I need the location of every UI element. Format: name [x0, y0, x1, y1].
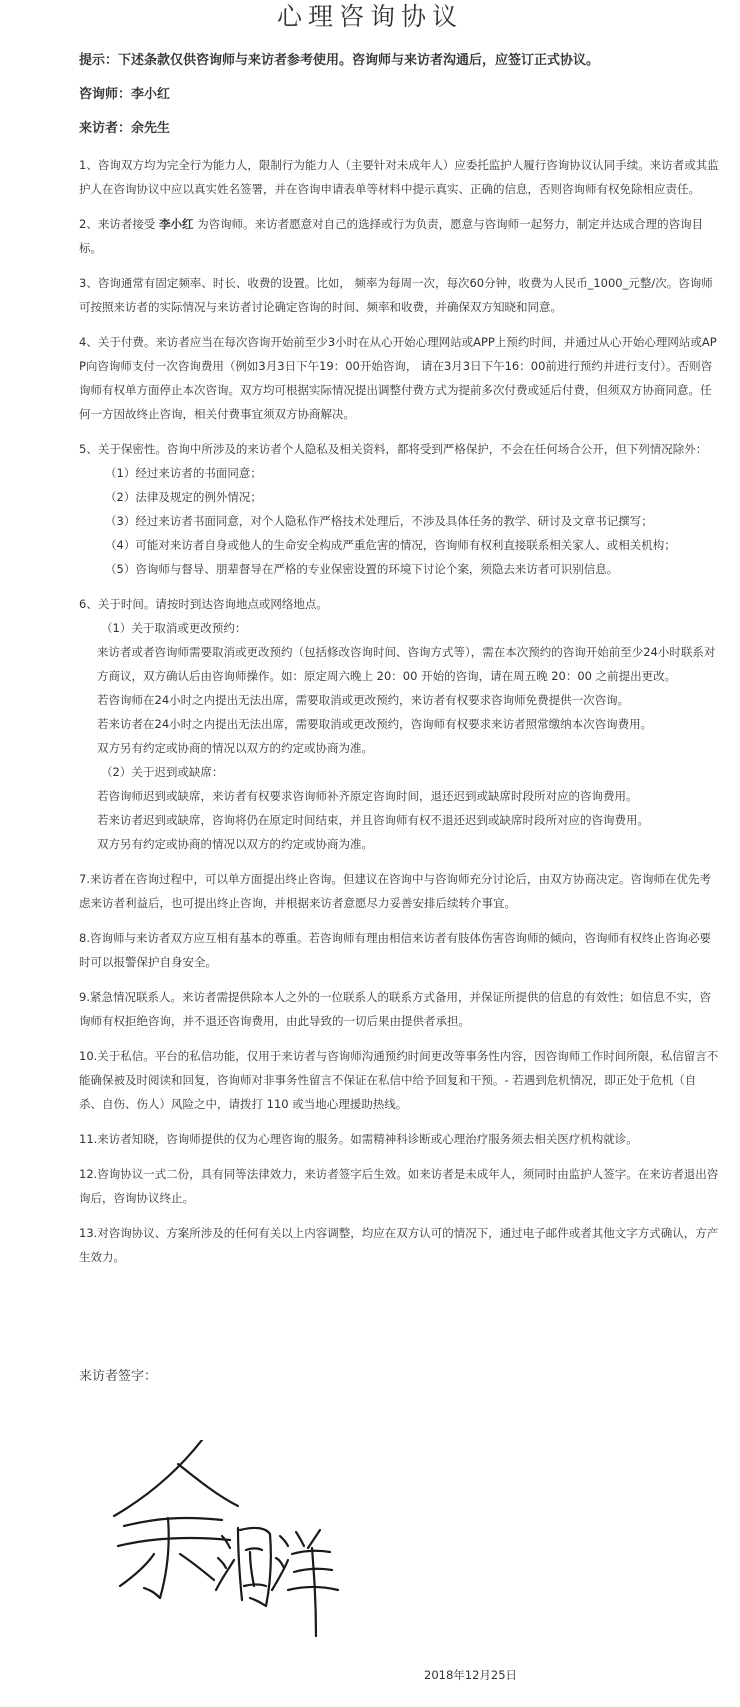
page-title: 心理咨询协议: [276, 2, 463, 31]
visitor-name: 余先生: [131, 121, 171, 136]
clause-5-item: （4）可能对来访者自身或他人的生命安全构成严重危害的情况，咨询师有权利直接联系相关家人、或相关机构；: [105, 538, 676, 552]
clause-6-1-b: 若咨询师在24小时之内提出无法出席，需要取消或更改预约，来访者有权要求咨询师免费提供一次咨询。: [97, 693, 630, 707]
clause-3: 3、咨询通常有固定频率、时长、收费的设置。比如， 频率为每周一次，每次60分钟，收费为人民币_1000_元整/次。咨询师可按照来访者的实际情况与来访者讨论确定咨询的时间、频率和收费，并确保双方知晓和同意。: [79, 276, 713, 314]
clause-6-1-title: （1）关于取消或更改预约：: [101, 621, 247, 635]
counselor-line: [79, 84, 170, 106]
clause-7: 7.来访者在咨询过程中，可以单方面提出终止咨询。但建议在咨询中与咨询师充分讨论后，由双方协商决定。咨询师在优先考虑来访者利益后，也可提出终止咨询，并根据来访者意愿尽力妥善安排后续转介事宜。: [79, 872, 711, 910]
clause-6-2-c: 双方另有约定或协商的情况以双方的约定或协商为准。: [97, 837, 373, 851]
clause-4: 4、关于付费。来访者应当在每次咨询开始前至少3小时在从心开始心理网站或APP上预约时间，并通过从心开始心理网站或APP向咨询师支付一次咨询费用（例如3月3日下午19：00开始咨询， 请在3月3日下午16：00前进行预约并进行支付）。否则咨询师有权单方面停止本次咨询。双方均可根据实际情况提出调整付费方式为提前多次付费或延后付费，但须双方协商同意。任何一方因故终止咨询，相关付费事宜须双方协商解决。: [79, 335, 717, 421]
clause-9: 9.紧急情况联系人。来访者需提供除本人之外的一位联系人的联系方式备用，并保证所提供的信息的有效性；如信息不实，咨询师有权拒绝咨询，并不退还咨询费用，由此导致的一切后果由提供者承担。: [79, 990, 711, 1028]
clause-2-pre: 2、来访者接受: [79, 217, 159, 231]
clause-6-1-a: 来访者或者咨询师需要取消或更改预约（包括修改咨询时间、咨询方式等），需在本次预约的咨询开始前至少24小时联系对方商议，双方确认后由咨询师操作。如：原定周六晚上 20：00 开始的咨询，请在周五晚 20：00 之前提出更改。: [97, 645, 716, 683]
tip-text: 提示：下述条款仅供咨询师与来访者参考使用。咨询师与来访者沟通后，应签订正式协议。: [79, 53, 600, 68]
signature-label: 来访者签字：: [79, 1369, 158, 1384]
clause-2: [79, 212, 719, 260]
clause-6: [79, 592, 719, 856]
clause-5: [79, 437, 719, 581]
clause-6-2-title: （2）关于迟到或缺席：: [101, 765, 224, 779]
clause-6-1-c: 若来访者在24小时之内提出无法出席，需要取消或更改预约，咨询师有权要求来访者照常缴纳本次咨询费用。: [97, 717, 653, 731]
counselor-label: 咨询师：: [79, 87, 132, 102]
clause-10: 10.关于私信。平台的私信功能，仅用于来访者与咨询师沟通预约时间更改等事务性内容，因咨询师工作时间所限，私信留言不能确保被及时阅读和回复，咨询师对非事务性留言不保证在私信中给予回复和干预。- 若遇到危机情况，即正处于危机（自杀、自伤、伤人）风险之中，请拨打 110 或当地心理援助热线。: [79, 1049, 719, 1111]
clause-6-2-b: 若来访者迟到或缺席，咨询将仍在原定时间结束，并且咨询师有权不退还迟到或缺席时段所对应的咨询费用。: [97, 813, 649, 827]
clause-5-item: （1）经过来访者的书面同意；: [105, 466, 262, 480]
visitor-line: [79, 118, 170, 140]
clause-6-text: 6、关于时间。请按时到达咨询地点或网络地点。: [79, 597, 328, 611]
handwritten-signature: [110, 1440, 340, 1640]
clause-5-item: （2）法律及规定的例外情况；: [105, 490, 262, 504]
clause-13: 13.对咨询协议、方案所涉及的任何有关以上内容调整，均应在双方认可的情况下，通过电子邮件或者其他文字方式确认，方产生效力。: [79, 1226, 719, 1264]
clause-5-text: 5、关于保密性。咨询中所涉及的来访者个人隐私及相关资料，都将受到严格保护，不会在任何场合公开，但下列情况除外：: [79, 442, 708, 456]
clause-1: 1、咨询双方均为完全行为能力人，限制行为能力人（主要针对未成年人）应委托监护人履行咨询协议认同手续。来访者或其监护人在咨询协议中应以真实姓名签署，并在咨询申请表单等材料中提示真实、正确的信息，否则咨询师有权免除相应责任。: [79, 158, 719, 196]
clause-6-1-d: 双方另有约定或协商的情况以双方的约定或协商为准。: [97, 741, 373, 755]
clause-11: 11.来访者知晓，咨询师提供的仅为心理咨询的服务。如需精神科诊断或心理治疗服务须去相关医疗机构就诊。: [79, 1132, 638, 1146]
clause-2-counselor-name: 李小红: [158, 217, 194, 231]
clause-5-item: （3）经过来访者书面同意，对个人隐私作严格技术处理后，不涉及具体任务的教学、研讨及文章书记撰写；: [105, 514, 653, 528]
clauses: [79, 153, 719, 1280]
counselor-name: 李小红: [131, 87, 171, 102]
visitor-label: 来访者：: [79, 121, 132, 136]
clause-2-post: 为咨询师。来访者愿意对自己的选择或行为负责，愿意与咨询师一起努力，制定并达成合理的咨询目标。: [79, 217, 704, 255]
clause-6-2-a: 若咨询师迟到或缺席，来访者有权要求咨询师补齐原定咨询时间，退还迟到或缺席时段所对应的咨询费用。: [97, 789, 638, 803]
clause-8: 8.咨询师与来访者双方应互相有基本的尊重。若咨询师有理由相信来访者有肢体伤害咨询师的倾向，咨询师有权终止咨询必要时可以报警保护自身安全。: [79, 931, 711, 969]
clause-5-item: （5）咨询师与督导、朋辈督导在严格的专业保密设置的环境下讨论个案，须隐去来访者可识别信息。: [105, 562, 619, 576]
signature-date: 2018年12月25日: [424, 1668, 518, 1682]
clause-12: 12.咨询协议一式二份，具有同等法律效力，来访者签字后生效。如来访者是未成年人，须同时由监护人签字。在来访者退出咨询后，咨询协议终止。: [79, 1167, 719, 1205]
